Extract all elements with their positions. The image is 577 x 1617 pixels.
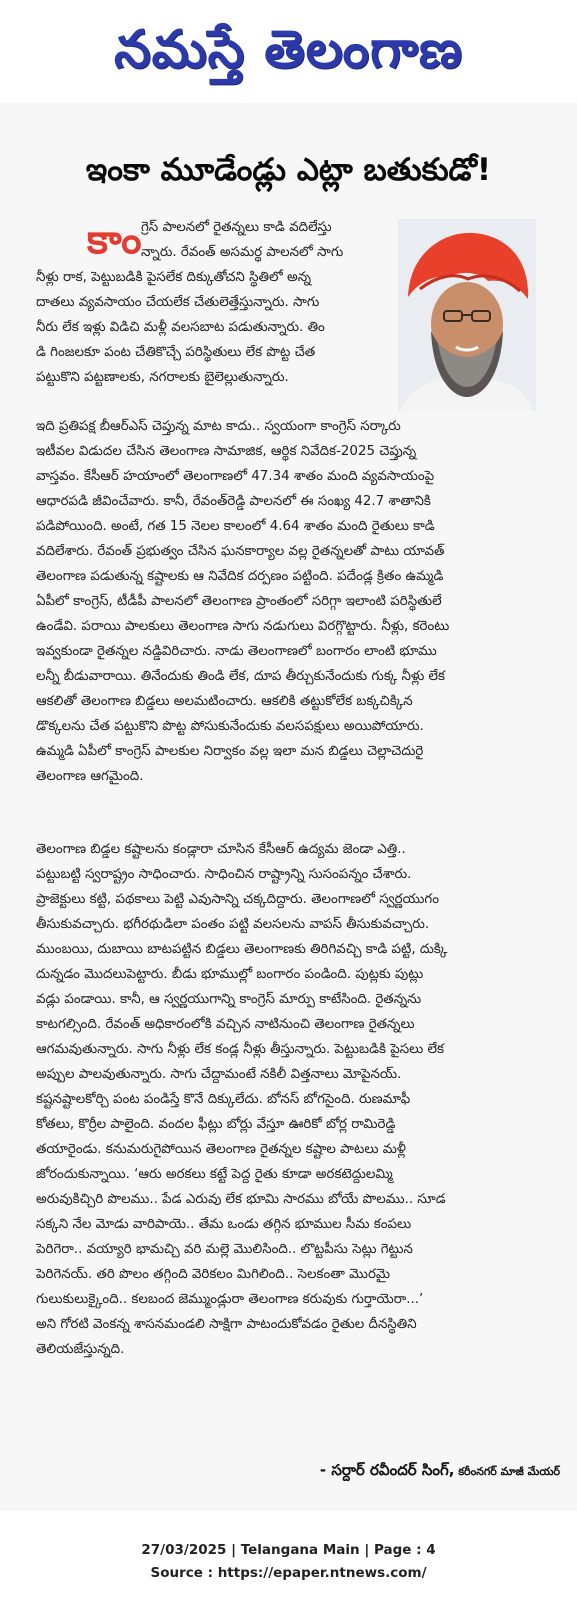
text-line: ముంబయి, దుబాయి బాటపట్టిన బిడ్డలు తెలంగాణకు తిరిగివచ్చి కాడి పట్టి, దుక్కి — [36, 942, 448, 957]
text-line: దున్నడం మొదలుపెట్టారు. బీడు భూముల్లో బంగారం పండింది. పుట్లకు పుట్లు — [36, 967, 424, 982]
text-line: పట్టుకొని పట్టణాలకు, నగరాలకు బైలెల్లుతున్నారు. — [36, 370, 289, 385]
text-line: పెరిగెరా.. వయ్యారి భామచ్చి వరి మల్లె మొలిసింది.. లొట్టపీసు సెట్లు గెట్టున — [36, 1242, 413, 1257]
text-line: నీరు లేక ఇళ్లు విడిచి మళ్లీ వలసబాట పడుతున్నారు. తిం — [36, 320, 325, 335]
text-line: పడిపోయింది. అంటే, గత 15 నెలల కాలంలో 4.64 శాతం మంది రైతులు కాడి — [36, 519, 435, 534]
text-line: నీళ్లు రాక, పెట్టుబడికి పైసలేక దిక్కుతోచని స్థితిలో అన్న — [36, 270, 312, 285]
byline-name: - సర్దార్ రవీందర్ సింగ్, — [319, 1461, 455, 1479]
text-line: ఉండేవి. పరాయి పాలకులు తెలంగాణ సాగు నడుగులు విరగ్గొట్టారు. నీళ్లు, కరెంటు — [36, 619, 450, 634]
text-line: ప్రాజెక్టులు కట్టి, పథకాలు పెట్టి ఎవుసాన్ని చక్కదిద్దారు. తెలంగాణలో స్వర్ణయుగం — [36, 892, 440, 907]
text-line: అప్పుల పాలవుతున్నారు. సాగు చేద్దామంటే నకిలీ విత్తనాలు మోపైనయ్. — [36, 1067, 402, 1082]
text-line: అరువుకిచ్చిరి పొలము.. పేడ ఎరువు లేక భూమి సారము బోయే పొలము.. సూడ — [36, 1192, 446, 1207]
text-line: వడ్లు పండాయి. కానీ, ఆ స్వర్ణయుగాన్ని కాంగ్రెస్ మార్పు కాటేసింది. రైతన్నను — [36, 992, 422, 1007]
text-line: దాతలు వ్యవసాయం చేయలేక చేతులెత్తేస్తున్నారు. సాగు — [36, 295, 320, 310]
masthead — [0, 0, 577, 100]
text-line: ఆగమవుతున్నారు. సాగు నీళ్లు లేక కండ్ల నీళ్లు తీస్తున్నారు. పెట్టుబడికి పైసలు లేక — [36, 1042, 445, 1057]
edition-info: 27/03/2025 | Telangana Main | Page : 4 — [141, 1542, 436, 1558]
text-line: డి గింజలకూ పంట చేతికొచ్చే పరిస్థితులు లేక పొట్ట చేత — [36, 345, 316, 360]
text-line: ఆకలితో తెలంగాణ బిడ్డలు అలమటించారు. ఆకలికి తట్టుకోలేక బక్కచిక్కిన — [36, 694, 413, 709]
author-photo — [398, 219, 536, 411]
text-line: తీసుకువచ్చారు. భగీరథుడిలా పంతం పట్టి వలసలను వాపస్ తీసుకువచ్చారు. — [36, 917, 430, 932]
source-link: Source : https://epaper.ntnews.com/ — [150, 1565, 427, 1581]
text-line: ఉమ్మడి ఏపీలో కాంగ్రెస్ పాలకుల నిర్వాకం వల్ల ఇలా మన బిడ్డలు చెల్లాచెదురై — [36, 744, 424, 759]
text-line: అని గోరటి వెంకన్న శాసనమండలి సాక్షిగా పాటందుకోవడం రైతుల దీనస్థితిని — [36, 1317, 417, 1332]
text-line: కాటగల్సింది. రేవంత్ అధికారంలోకి వచ్చిన నాటినుంచి తెలంగాణ రైతన్నలు — [36, 1017, 415, 1032]
author-portrait-icon — [398, 219, 536, 411]
text-line: ఆధారపడి జీవించేవారు. కానీ, రేవంత్‌రెడ్డి పాలనలో ఈ సంఖ్య 42.7 శాతానికి — [36, 494, 431, 509]
text-line: కోతలు, కొర్రీల పాలైంది. వందల ఫీట్లు బోర్లు వేస్తూ ఊరికో బోర్ల రామిరెడ్డి — [36, 1117, 396, 1132]
text-line: సక్కని నేల మోడు వారిపాయె.. తేమ ఒండు తగ్గిన భూముల సీమ కంపలు — [36, 1217, 412, 1232]
text-line: తెలంగాణ బిడ్డల కష్టాలను కండ్లారా చూసిన కేసీఆర్ ఉద్యమ జెండా ఎత్తి.. — [36, 842, 406, 857]
byline-role: కరీంనగర్ మాజీ మేయర్ — [454, 1465, 560, 1478]
text-line: ఏపీలో కాంగ్రెస్, టీడీపీ పాలనలో తెలంగాణ ప్రాంతంలో సరిగ్గా ఇలాంటి పరిస్థితులే — [36, 594, 442, 609]
text-line: తెలియజేస్తున్నది. — [36, 1342, 125, 1357]
drop-cap: కాం — [87, 217, 142, 263]
text-line: లన్నీ బీడువారాయి. తినేందుకు తిండి లేక, దూప తీర్చుకునేందుకు గుక్క నీళ్లు లేక — [36, 669, 446, 684]
body-paragraph-2 — [36, 414, 541, 789]
intro-paragraph-start — [141, 215, 391, 265]
text-line: గులుకులుక్కైంది.. కలబంద జెమ్ముండ్లురా తెలంగాణ కరువుకు గుర్తాయెరా...’ — [36, 1292, 424, 1307]
text-line: పెరిగెనయ్. తరి పొలం తగ్గింది వెరికలం మిగిలింది.. సెలకంతా మొరమై — [36, 1267, 391, 1282]
text-line: తెలంగాణ పడుతున్న కష్టాలకు ఆ నివేదిక దర్పణం పట్టింది. పదేండ్ల క్రితం ఉమ్మడి — [36, 569, 444, 584]
newspaper-logo: నమస్తే తెలంగాణ — [114, 19, 463, 80]
text-line: జోరందుకున్నాయి. ‘ఆరు అరకలు కట్టే పెద్ద రైతు కూడా అరకటెద్దులమ్మి — [36, 1167, 393, 1182]
text-line: తయారైండు. కనుమరుగైపోయిన తెలంగాణ రైతన్నల కష్టాల పాటలు మళ్లీ — [36, 1142, 406, 1157]
text-line: తెలంగాణ ఆగమైంది. — [36, 769, 144, 784]
text-line: గ్రెస్ పాలనలో రైతన్నలు కాడి వదిలేస్తు — [141, 220, 332, 235]
text-line: న్నారు. రేవంత్ అసమర్థ పాలనలో సాగు — [141, 245, 344, 260]
text-line: పట్టుబట్టి స్వరాష్ట్రం సాధించారు. సాధించిన రాష్ట్రాన్ని సుసంపన్నం చేశారు. — [36, 867, 412, 882]
text-line: ఇవ్వకుండా రైతన్నల నడ్డివిరిచారు. నాడు తెలంగాణలో బంగారం లాంటి భూము — [36, 644, 437, 659]
text-line: వాస్తవం. కేసీఆర్ హయాంలో తెలంగాణలో 47.34 శాతం మంది వ్యవసాయంపై — [36, 469, 435, 484]
text-line: కష్టనష్టాలకోర్చి పంట పండిస్తే కొనే దిక్కులేదు. బోనస్ బోగసైంది. రుణమాఫీ — [36, 1092, 411, 1107]
body-paragraph-3 — [36, 837, 541, 1362]
text-line: డొక్కలను చేత పట్టుకొని పొట్ట పోసుకునేందుకు వలసపక్షులు అయిపోయారు. — [36, 719, 424, 734]
text-line: ఇటీవల విడుదల చేసిన తెలంగాణ సామాజిక, ఆర్థిక నివేదిక-2025 చెప్తున్న — [36, 444, 417, 459]
article-headline: ఇంకా మూడేండ్లు ఎట్లా బతుకుడో! — [85, 152, 492, 188]
text-line: ఇది ప్రతిపక్ష బీఆర్ఎస్ చెప్తున్న మాట కాదు.. స్వయంగా కాంగ్రెస్ సర్కారు — [36, 419, 401, 434]
text-line: వదిలేశారు. రేవంత్ ప్రభుత్వం చేసిన ఘనకార్యాల వల్ల రైతన్నలతో పాటు యావత్ — [36, 544, 445, 559]
intro-paragraph — [36, 265, 392, 390]
author-byline — [320, 1461, 560, 1483]
